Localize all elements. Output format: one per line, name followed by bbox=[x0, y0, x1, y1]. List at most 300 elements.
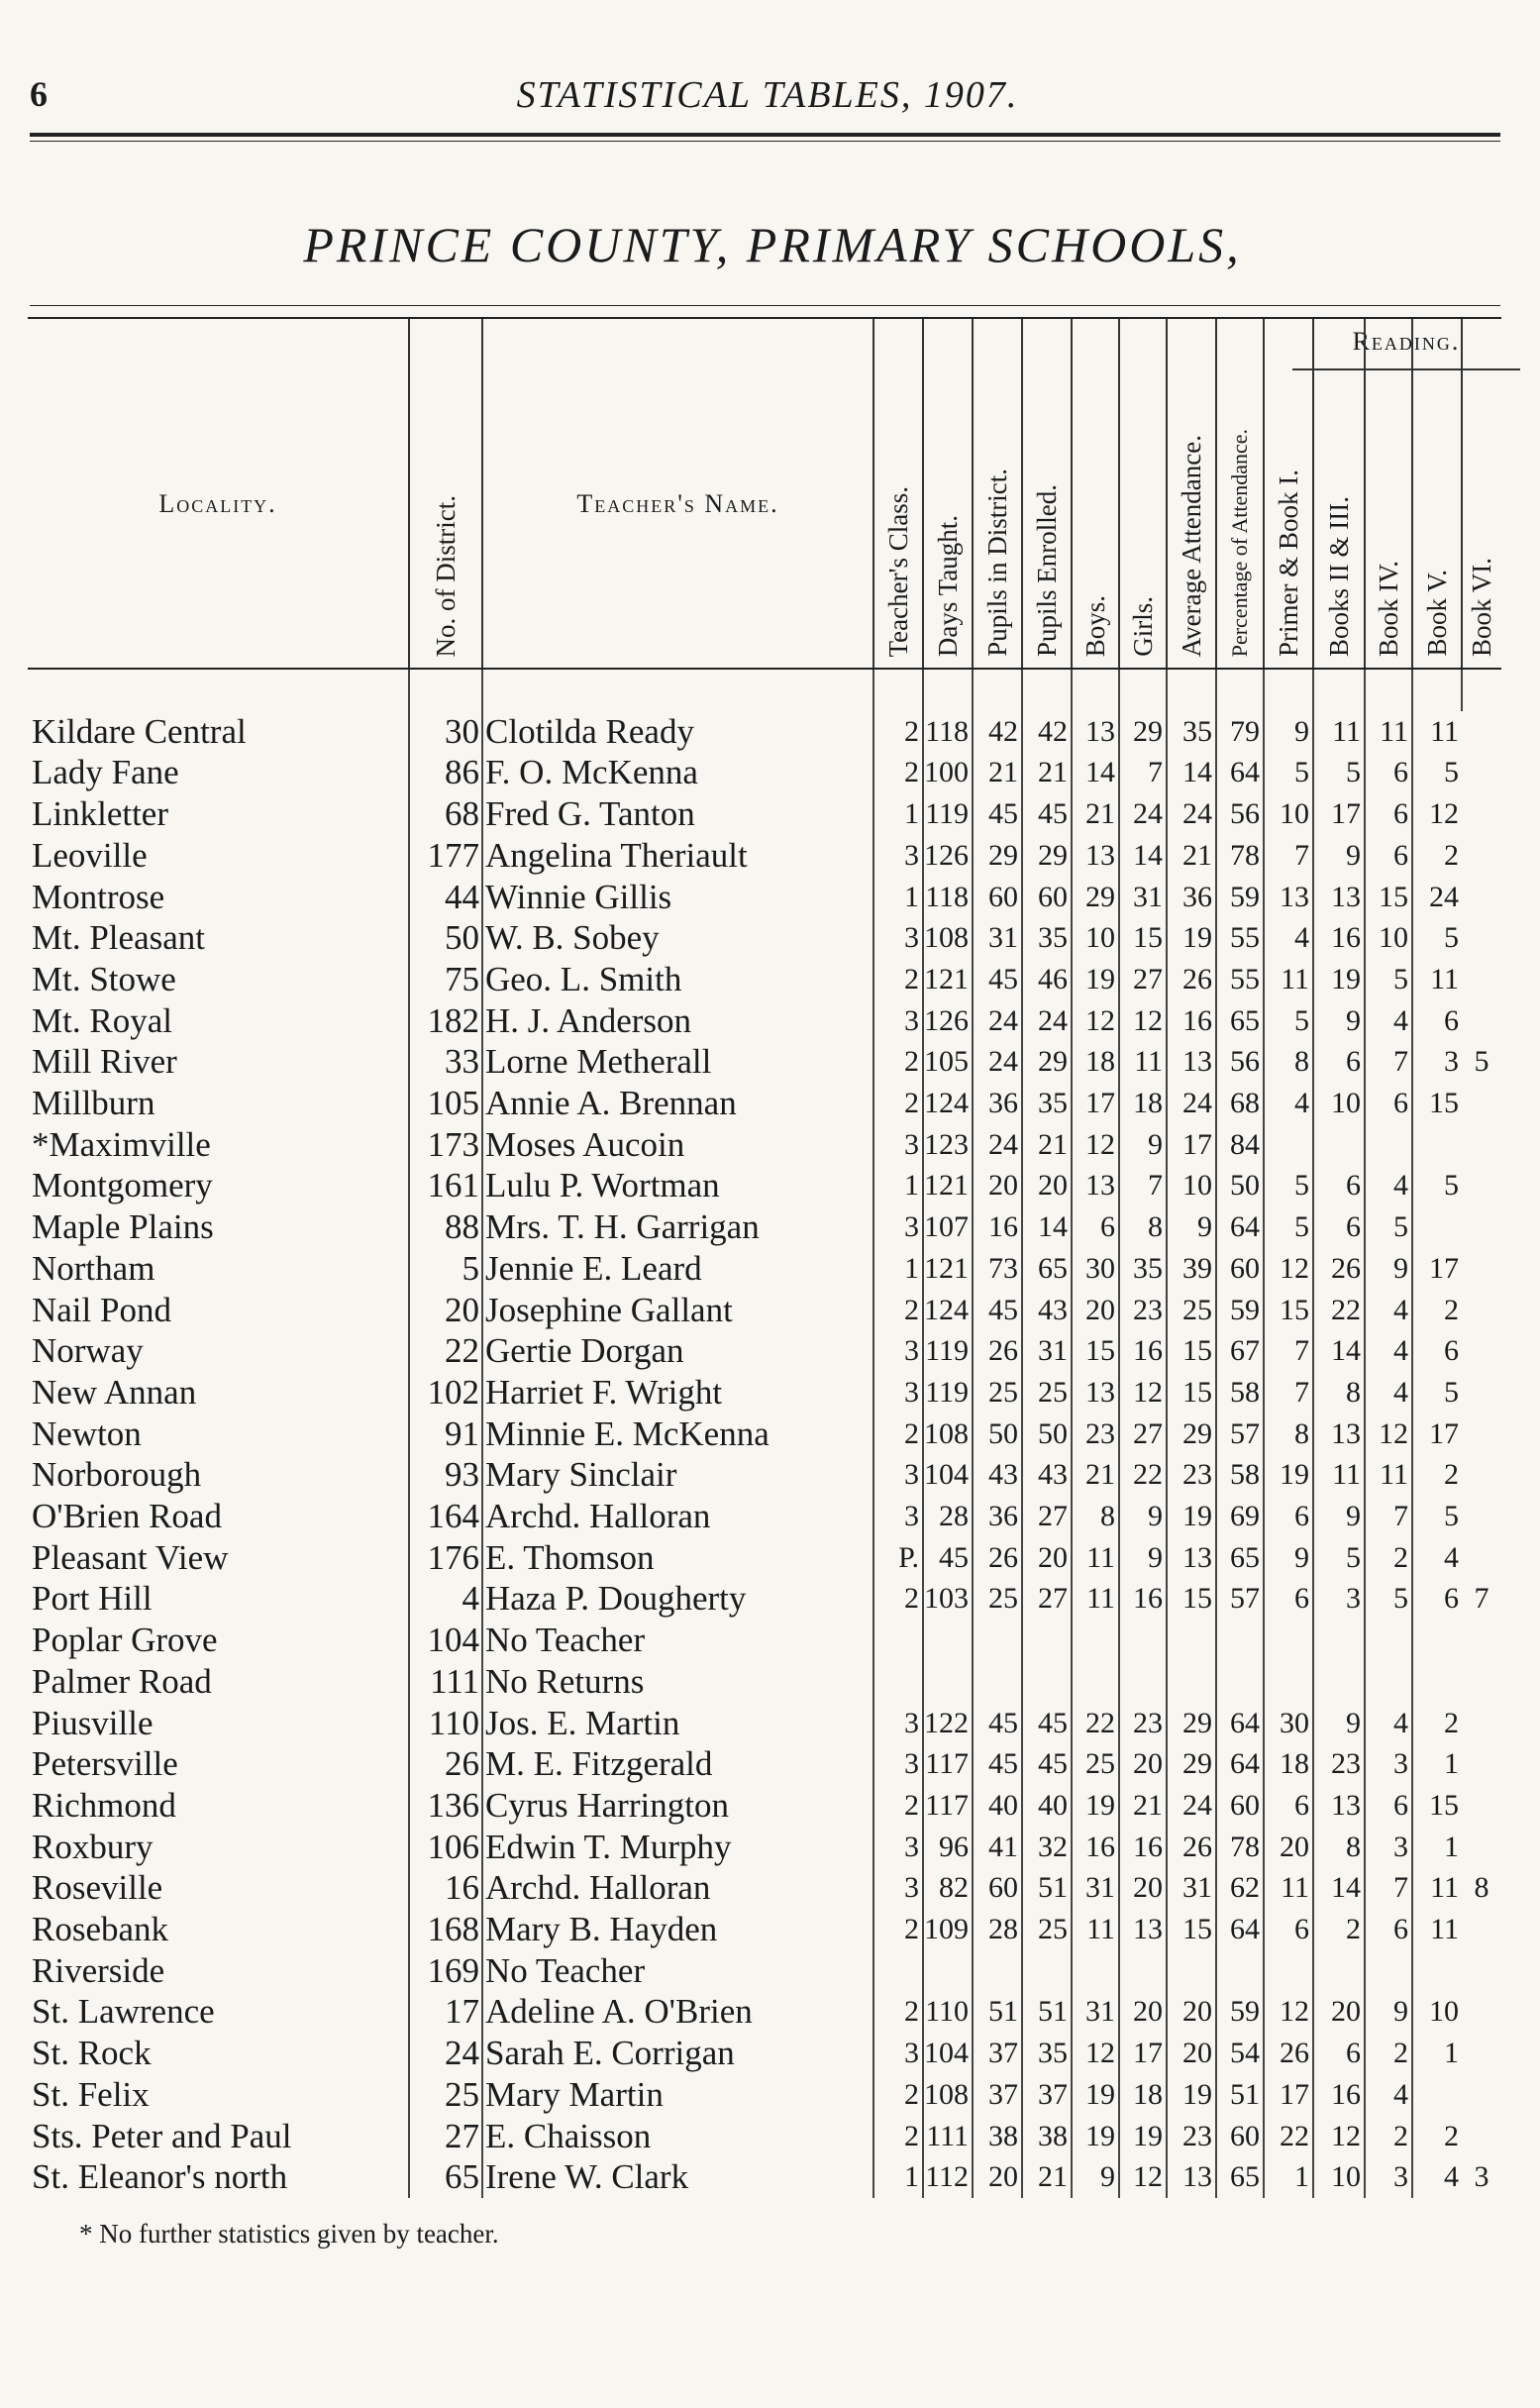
cell-class: 2 bbox=[873, 1991, 923, 2033]
cell-avg-attendance: 13 bbox=[1167, 1537, 1216, 1579]
cell-primer: 10 bbox=[1264, 793, 1313, 835]
cell-district: 26 bbox=[409, 1743, 482, 1785]
table-row bbox=[28, 2074, 1501, 2116]
cell-teacher: Mary Martin bbox=[482, 2074, 873, 2116]
cell-pct-attendance: 51 bbox=[1216, 2074, 1264, 2116]
cell-avg-attendance: 19 bbox=[1167, 1496, 1216, 1537]
table-row bbox=[28, 1537, 1501, 1579]
cell-teacher: Haza P. Dougherty bbox=[482, 1578, 873, 1620]
cell-book-5: 5 bbox=[1412, 1496, 1462, 1537]
cell-days: 126 bbox=[923, 1000, 973, 1042]
cell-book-6 bbox=[1462, 1124, 1501, 1166]
cell-locality: *Maximville bbox=[32, 1124, 211, 1164]
cell-class: 3 bbox=[873, 1827, 923, 1868]
cell-teacher: Fred G. Tanton bbox=[482, 793, 873, 835]
cell-book-5: 2 bbox=[1412, 835, 1462, 877]
col-girls: Girls. bbox=[1119, 318, 1167, 669]
cell-teacher: No Teacher bbox=[482, 1950, 873, 1992]
cell-primer: 6 bbox=[1264, 1496, 1313, 1537]
table-row bbox=[28, 1372, 1501, 1413]
cell-class: 2 bbox=[873, 752, 923, 793]
cell-primer: 8 bbox=[1264, 1413, 1313, 1455]
cell-days: 121 bbox=[923, 1248, 973, 1290]
cell-pupils-enrolled: 46 bbox=[1022, 959, 1072, 1000]
running-title: STATISTICAL TABLES, 1907. bbox=[516, 74, 1019, 116]
cell-book-5: 1 bbox=[1412, 1827, 1462, 1868]
cell-book-5: 24 bbox=[1412, 877, 1462, 918]
cell-book-5: 5 bbox=[1412, 917, 1462, 959]
cell-books-2-3: 13 bbox=[1313, 1413, 1365, 1455]
col-book-6: Book VI. bbox=[1462, 318, 1501, 669]
cell-book-5: 4 bbox=[1412, 1537, 1462, 1579]
table-row bbox=[28, 711, 1501, 753]
cell-book-4: 12 bbox=[1365, 1413, 1412, 1455]
cell-books-2-3: 26 bbox=[1313, 1248, 1365, 1290]
cell-avg-attendance: 20 bbox=[1167, 1991, 1216, 2033]
cell-book-6 bbox=[1462, 1661, 1501, 1703]
col-days: Days Taught. bbox=[923, 318, 973, 669]
cell-days: 108 bbox=[923, 1413, 973, 1455]
cell-book-4: 4 bbox=[1365, 1000, 1412, 1042]
cell-pct-attendance: 60 bbox=[1216, 2116, 1264, 2157]
cell-boys: 11 bbox=[1072, 1578, 1119, 1620]
cell-boys: 13 bbox=[1072, 1372, 1119, 1413]
cell-class: 1 bbox=[873, 2156, 923, 2198]
cell-pupils-enrolled: 45 bbox=[1022, 1703, 1072, 1744]
cell-days: 107 bbox=[923, 1206, 973, 1248]
cell-days: 119 bbox=[923, 793, 973, 835]
cell-book-5 bbox=[1412, 1620, 1462, 1661]
cell-pupils-district: 60 bbox=[973, 877, 1022, 918]
cell-pupils-enrolled: 50 bbox=[1022, 1413, 1072, 1455]
cell-girls: 16 bbox=[1119, 1827, 1167, 1868]
cell-locality: O'Brien Road bbox=[32, 1497, 222, 1536]
cell-days: 111 bbox=[923, 2116, 973, 2157]
cell-pct-attendance: 59 bbox=[1216, 1991, 1264, 2033]
cell-avg-attendance: 26 bbox=[1167, 959, 1216, 1000]
cell-district: 17 bbox=[409, 1991, 482, 2033]
cell-locality: Lady Fane bbox=[32, 753, 179, 792]
cell-district: 102 bbox=[409, 1372, 482, 1413]
cell-district: 86 bbox=[409, 752, 482, 793]
cell-primer bbox=[1264, 1620, 1313, 1661]
cell-avg-attendance bbox=[1167, 1620, 1216, 1661]
cell-boys: 19 bbox=[1072, 2116, 1119, 2157]
cell-book-5 bbox=[1412, 1950, 1462, 1992]
cell-book-4: 2 bbox=[1365, 1537, 1412, 1579]
cell-pupils-enrolled: 20 bbox=[1022, 1165, 1072, 1206]
cell-pupils-enrolled: 25 bbox=[1022, 1372, 1072, 1413]
cell-girls: 13 bbox=[1119, 1909, 1167, 1950]
cell-book-5: 11 bbox=[1412, 959, 1462, 1000]
cell-primer: 13 bbox=[1264, 877, 1313, 918]
cell-teacher: No Returns bbox=[482, 1661, 873, 1703]
cell-book-4: 6 bbox=[1365, 1909, 1412, 1950]
cell-primer: 1 bbox=[1264, 2156, 1313, 2198]
cell-avg-attendance: 19 bbox=[1167, 917, 1216, 959]
table-top-rule bbox=[30, 305, 1500, 306]
cell-teacher: E. Thomson bbox=[482, 1537, 873, 1579]
cell-pct-attendance: 62 bbox=[1216, 1867, 1264, 1909]
cell-girls bbox=[1119, 1661, 1167, 1703]
cell-books-2-3: 8 bbox=[1313, 1372, 1365, 1413]
cell-pct-attendance: 58 bbox=[1216, 1454, 1264, 1496]
cell-locality: Piusville bbox=[32, 1703, 154, 1742]
cell-girls: 11 bbox=[1119, 1041, 1167, 1083]
cell-pupils-enrolled bbox=[1022, 1620, 1072, 1661]
cell-teacher: W. B. Sobey bbox=[482, 917, 873, 959]
cell-book-6 bbox=[1462, 1743, 1501, 1785]
cell-boys: 21 bbox=[1072, 793, 1119, 835]
cell-girls: 29 bbox=[1119, 711, 1167, 753]
cell-pupils-enrolled: 43 bbox=[1022, 1454, 1072, 1496]
cell-girls: 9 bbox=[1119, 1124, 1167, 1166]
section-title: PRINCE COUNTY, PRIMARY SCHOOLS, bbox=[303, 217, 1242, 272]
table-row bbox=[28, 1330, 1501, 1372]
cell-class: 2 bbox=[873, 1909, 923, 1950]
cell-book-5: 11 bbox=[1412, 711, 1462, 753]
cell-district: 105 bbox=[409, 1083, 482, 1124]
cell-book-4: 5 bbox=[1365, 1206, 1412, 1248]
cell-pupils-district: 26 bbox=[973, 1537, 1022, 1579]
col-district: No. of District. bbox=[409, 318, 482, 669]
page-number: 6 bbox=[30, 74, 48, 114]
table-row bbox=[28, 1991, 1501, 2033]
cell-pupils-district: 45 bbox=[973, 793, 1022, 835]
cell-class: 2 bbox=[873, 1083, 923, 1124]
cell-book-4: 4 bbox=[1365, 1703, 1412, 1744]
cell-locality: Petersville bbox=[32, 1744, 178, 1784]
cell-days: 110 bbox=[923, 1991, 973, 2033]
cell-pupils-enrolled: 43 bbox=[1022, 1290, 1072, 1331]
reading-group-header: Reading. bbox=[1352, 327, 1461, 356]
cell-days: 121 bbox=[923, 959, 973, 1000]
cell-book-5: 1 bbox=[1412, 1743, 1462, 1785]
cell-primer: 5 bbox=[1264, 1000, 1313, 1042]
cell-pupils-district: 25 bbox=[973, 1372, 1022, 1413]
cell-book-6 bbox=[1462, 1206, 1501, 1248]
cell-days: 103 bbox=[923, 1578, 973, 1620]
cell-teacher: Mary B. Hayden bbox=[482, 1909, 873, 1950]
cell-boys: 19 bbox=[1072, 959, 1119, 1000]
cell-girls: 12 bbox=[1119, 2156, 1167, 2198]
cell-girls: 15 bbox=[1119, 917, 1167, 959]
cell-days: 28 bbox=[923, 1496, 973, 1537]
cell-primer: 4 bbox=[1264, 917, 1313, 959]
cell-pupils-district bbox=[973, 1620, 1022, 1661]
cell-books-2-3: 6 bbox=[1313, 1206, 1365, 1248]
cell-teacher: Gertie Dorgan bbox=[482, 1330, 873, 1372]
cell-pct-attendance: 65 bbox=[1216, 1537, 1264, 1579]
cell-book-4: 6 bbox=[1365, 752, 1412, 793]
cell-locality: Newton bbox=[32, 1413, 142, 1453]
cell-district: 75 bbox=[409, 959, 482, 1000]
cell-book-4: 3 bbox=[1365, 1743, 1412, 1785]
cell-avg-attendance: 20 bbox=[1167, 2033, 1216, 2074]
cell-days: 82 bbox=[923, 1867, 973, 1909]
table-row bbox=[28, 752, 1501, 793]
cell-district: 68 bbox=[409, 793, 482, 835]
cell-pct-attendance: 59 bbox=[1216, 877, 1264, 918]
cell-girls: 8 bbox=[1119, 1206, 1167, 1248]
table-row bbox=[28, 1206, 1501, 1248]
col-locality: Locality. bbox=[28, 318, 409, 669]
cell-book-4: 4 bbox=[1365, 1290, 1412, 1331]
cell-books-2-3: 22 bbox=[1313, 1290, 1365, 1331]
cell-pupils-enrolled: 29 bbox=[1022, 1041, 1072, 1083]
cell-days: 117 bbox=[923, 1743, 973, 1785]
cell-district: 30 bbox=[409, 711, 482, 753]
cell-books-2-3: 14 bbox=[1313, 1867, 1365, 1909]
cell-boys: 12 bbox=[1072, 1000, 1119, 1042]
cell-locality: Millburn bbox=[32, 1084, 155, 1123]
cell-teacher: Archd. Halloran bbox=[482, 1496, 873, 1537]
cell-avg-attendance: 29 bbox=[1167, 1703, 1216, 1744]
cell-pupils-enrolled: 20 bbox=[1022, 1537, 1072, 1579]
cell-district: 25 bbox=[409, 2074, 482, 2116]
cell-avg-attendance: 29 bbox=[1167, 1743, 1216, 1785]
cell-boys: 11 bbox=[1072, 1909, 1119, 1950]
cell-girls: 27 bbox=[1119, 959, 1167, 1000]
cell-boys: 9 bbox=[1072, 2156, 1119, 2198]
cell-books-2-3: 12 bbox=[1313, 2116, 1365, 2157]
cell-teacher: Minnie E. McKenna bbox=[482, 1413, 873, 1455]
cell-books-2-3: 5 bbox=[1313, 752, 1365, 793]
cell-days: 108 bbox=[923, 917, 973, 959]
cell-days: 119 bbox=[923, 1372, 973, 1413]
cell-days: 108 bbox=[923, 2074, 973, 2116]
cell-book-5: 17 bbox=[1412, 1248, 1462, 1290]
cell-pupils-district: 25 bbox=[973, 1578, 1022, 1620]
table-row bbox=[28, 2156, 1501, 2198]
cell-pupils-district: 73 bbox=[973, 1248, 1022, 1290]
cell-pupils-enrolled: 42 bbox=[1022, 711, 1072, 753]
cell-girls: 20 bbox=[1119, 1991, 1167, 2033]
cell-class bbox=[873, 1950, 923, 1992]
cell-book-6 bbox=[1462, 1248, 1501, 1290]
cell-days: 112 bbox=[923, 2156, 973, 2198]
table-row bbox=[28, 1000, 1501, 1042]
cell-avg-attendance: 16 bbox=[1167, 1000, 1216, 1042]
cell-boys: 29 bbox=[1072, 877, 1119, 918]
cell-primer: 20 bbox=[1264, 1827, 1313, 1868]
cell-pupils-enrolled: 38 bbox=[1022, 2116, 1072, 2157]
cell-pupils-district: 60 bbox=[973, 1867, 1022, 1909]
cell-avg-attendance: 10 bbox=[1167, 1165, 1216, 1206]
cell-teacher: Edwin T. Murphy bbox=[482, 1827, 873, 1868]
cell-class: 1 bbox=[873, 1248, 923, 1290]
cell-pct-attendance: 54 bbox=[1216, 2033, 1264, 2074]
cell-books-2-3 bbox=[1313, 1950, 1365, 1992]
cell-boys: 13 bbox=[1072, 711, 1119, 753]
cell-class: 3 bbox=[873, 1703, 923, 1744]
cell-primer: 4 bbox=[1264, 1083, 1313, 1124]
cell-avg-attendance: 24 bbox=[1167, 1083, 1216, 1124]
cell-teacher: Clotilda Ready bbox=[482, 711, 873, 753]
cell-avg-attendance: 15 bbox=[1167, 1330, 1216, 1372]
table-row bbox=[28, 1661, 1501, 1703]
cell-primer: 6 bbox=[1264, 1578, 1313, 1620]
cell-district: 20 bbox=[409, 1290, 482, 1331]
cell-class: 3 bbox=[873, 1496, 923, 1537]
cell-book-6 bbox=[1462, 835, 1501, 877]
cell-books-2-3: 10 bbox=[1313, 2156, 1365, 2198]
cell-locality: St. Eleanor's north bbox=[32, 2157, 288, 2197]
cell-books-2-3: 13 bbox=[1313, 1785, 1365, 1827]
header-rule bbox=[30, 133, 1500, 137]
cell-book-6 bbox=[1462, 1000, 1501, 1042]
spacer-row bbox=[28, 669, 1501, 711]
cell-class: 2 bbox=[873, 1041, 923, 1083]
cell-book-6 bbox=[1462, 1496, 1501, 1537]
cell-boys: 22 bbox=[1072, 1703, 1119, 1744]
cell-district: 4 bbox=[409, 1578, 482, 1620]
cell-pupils-district: 24 bbox=[973, 1124, 1022, 1166]
cell-girls: 20 bbox=[1119, 1743, 1167, 1785]
cell-class: 3 bbox=[873, 835, 923, 877]
cell-pct-attendance: 78 bbox=[1216, 1827, 1264, 1868]
cell-book-5: 3 bbox=[1412, 1041, 1462, 1083]
cell-avg-attendance: 35 bbox=[1167, 711, 1216, 753]
cell-boys: 14 bbox=[1072, 752, 1119, 793]
cell-pupils-enrolled: 21 bbox=[1022, 2156, 1072, 2198]
cell-locality: Norway bbox=[32, 1331, 144, 1371]
table-row bbox=[28, 1578, 1501, 1620]
cell-pct-attendance: 78 bbox=[1216, 835, 1264, 877]
cell-boys: 11 bbox=[1072, 1537, 1119, 1579]
cell-locality: St. Lawrence bbox=[32, 1992, 215, 2032]
cell-pupils-enrolled: 51 bbox=[1022, 1867, 1072, 1909]
table-row bbox=[28, 1041, 1501, 1083]
cell-locality: Port Hill bbox=[32, 1579, 153, 1619]
cell-teacher: Lorne Metherall bbox=[482, 1041, 873, 1083]
cell-book-4: 6 bbox=[1365, 1785, 1412, 1827]
cell-boys: 19 bbox=[1072, 2074, 1119, 2116]
cell-primer: 22 bbox=[1264, 2116, 1313, 2157]
cell-pct-attendance: 64 bbox=[1216, 1703, 1264, 1744]
cell-class: 2 bbox=[873, 1578, 923, 1620]
cell-girls: 19 bbox=[1119, 2116, 1167, 2157]
cell-boys: 13 bbox=[1072, 1165, 1119, 1206]
cell-locality: Mt. Royal bbox=[32, 1000, 172, 1040]
cell-days bbox=[923, 1620, 973, 1661]
cell-book-4: 7 bbox=[1365, 1867, 1412, 1909]
cell-pupils-enrolled: 37 bbox=[1022, 2074, 1072, 2116]
cell-book-4 bbox=[1365, 1950, 1412, 1992]
cell-primer: 5 bbox=[1264, 1165, 1313, 1206]
cell-primer bbox=[1264, 1950, 1313, 1992]
cell-locality: Riverside bbox=[32, 1950, 165, 1990]
cell-teacher: M. E. Fitzgerald bbox=[482, 1743, 873, 1785]
cell-books-2-3: 6 bbox=[1313, 2033, 1365, 2074]
cell-teacher: Winnie Gillis bbox=[482, 877, 873, 918]
cell-primer: 17 bbox=[1264, 2074, 1313, 2116]
cell-pct-attendance: 56 bbox=[1216, 1041, 1264, 1083]
cell-book-4: 10 bbox=[1365, 917, 1412, 959]
cell-girls: 22 bbox=[1119, 1454, 1167, 1496]
cell-pct-attendance: 55 bbox=[1216, 959, 1264, 1000]
cell-primer bbox=[1264, 1124, 1313, 1166]
cell-book-6 bbox=[1462, 1330, 1501, 1372]
cell-locality: Maple Plains bbox=[32, 1207, 214, 1247]
cell-pupils-enrolled: 24 bbox=[1022, 1000, 1072, 1042]
cell-teacher: Josephine Gallant bbox=[482, 1290, 873, 1331]
cell-primer: 30 bbox=[1264, 1703, 1313, 1744]
cell-book-5: 11 bbox=[1412, 1867, 1462, 1909]
cell-book-6 bbox=[1462, 752, 1501, 793]
cell-pupils-enrolled: 35 bbox=[1022, 1083, 1072, 1124]
cell-locality: Richmond bbox=[32, 1785, 176, 1825]
cell-avg-attendance: 23 bbox=[1167, 1454, 1216, 1496]
cell-class: 3 bbox=[873, 917, 923, 959]
cell-primer: 18 bbox=[1264, 1743, 1313, 1785]
table-row bbox=[28, 1248, 1501, 1290]
cell-avg-attendance: 36 bbox=[1167, 877, 1216, 918]
cell-book-4: 3 bbox=[1365, 2156, 1412, 2198]
cell-book-6 bbox=[1462, 1165, 1501, 1206]
cell-boys bbox=[1072, 1950, 1119, 1992]
cell-district: 91 bbox=[409, 1413, 482, 1455]
cell-boys: 12 bbox=[1072, 2033, 1119, 2074]
cell-days: 124 bbox=[923, 1083, 973, 1124]
cell-pct-attendance: 57 bbox=[1216, 1413, 1264, 1455]
cell-book-4: 7 bbox=[1365, 1041, 1412, 1083]
cell-boys: 16 bbox=[1072, 1827, 1119, 1868]
cell-teacher: Archd. Halloran bbox=[482, 1867, 873, 1909]
table-row bbox=[28, 1785, 1501, 1827]
cell-avg-attendance: 13 bbox=[1167, 2156, 1216, 2198]
cell-book-5: 15 bbox=[1412, 1785, 1462, 1827]
cell-locality: Pleasant View bbox=[32, 1537, 229, 1577]
cell-book-5: 4 bbox=[1412, 2156, 1462, 2198]
cell-district: 22 bbox=[409, 1330, 482, 1372]
cell-pupils-district: 45 bbox=[973, 1743, 1022, 1785]
cell-district: 173 bbox=[409, 1124, 482, 1166]
cell-teacher: Geo. L. Smith bbox=[482, 959, 873, 1000]
cell-locality: New Annan bbox=[32, 1372, 197, 1412]
cell-pupils-district: 50 bbox=[973, 1413, 1022, 1455]
cell-boys: 21 bbox=[1072, 1454, 1119, 1496]
cell-locality: Norborough bbox=[32, 1455, 202, 1495]
cell-girls: 24 bbox=[1119, 793, 1167, 835]
cell-books-2-3: 3 bbox=[1313, 1578, 1365, 1620]
cell-locality: Roxbury bbox=[32, 1827, 154, 1866]
cell-boys: 19 bbox=[1072, 1785, 1119, 1827]
cell-pct-attendance: 84 bbox=[1216, 1124, 1264, 1166]
cell-pct-attendance: 67 bbox=[1216, 1330, 1264, 1372]
cell-book-4: 6 bbox=[1365, 1083, 1412, 1124]
cell-district: 111 bbox=[409, 1661, 482, 1703]
cell-teacher: H. J. Anderson bbox=[482, 1000, 873, 1042]
table-row bbox=[28, 1290, 1501, 1331]
cell-pupils-enrolled: 32 bbox=[1022, 1827, 1072, 1868]
cell-class: 1 bbox=[873, 877, 923, 918]
cell-district: 5 bbox=[409, 1248, 482, 1290]
col-books-2-3: Books II & III. bbox=[1313, 318, 1365, 669]
cell-girls: 35 bbox=[1119, 1248, 1167, 1290]
cell-teacher: Cyrus Harrington bbox=[482, 1785, 873, 1827]
cell-days: 96 bbox=[923, 1827, 973, 1868]
cell-district: 24 bbox=[409, 2033, 482, 2074]
cell-district: 164 bbox=[409, 1496, 482, 1537]
cell-locality: Mill River bbox=[32, 1042, 177, 1082]
cell-district: 161 bbox=[409, 1165, 482, 1206]
cell-book-4: 5 bbox=[1365, 1578, 1412, 1620]
cell-book-6 bbox=[1462, 1991, 1501, 2033]
cell-girls: 31 bbox=[1119, 877, 1167, 918]
cell-avg-attendance: 13 bbox=[1167, 1041, 1216, 1083]
cell-girls: 12 bbox=[1119, 1372, 1167, 1413]
